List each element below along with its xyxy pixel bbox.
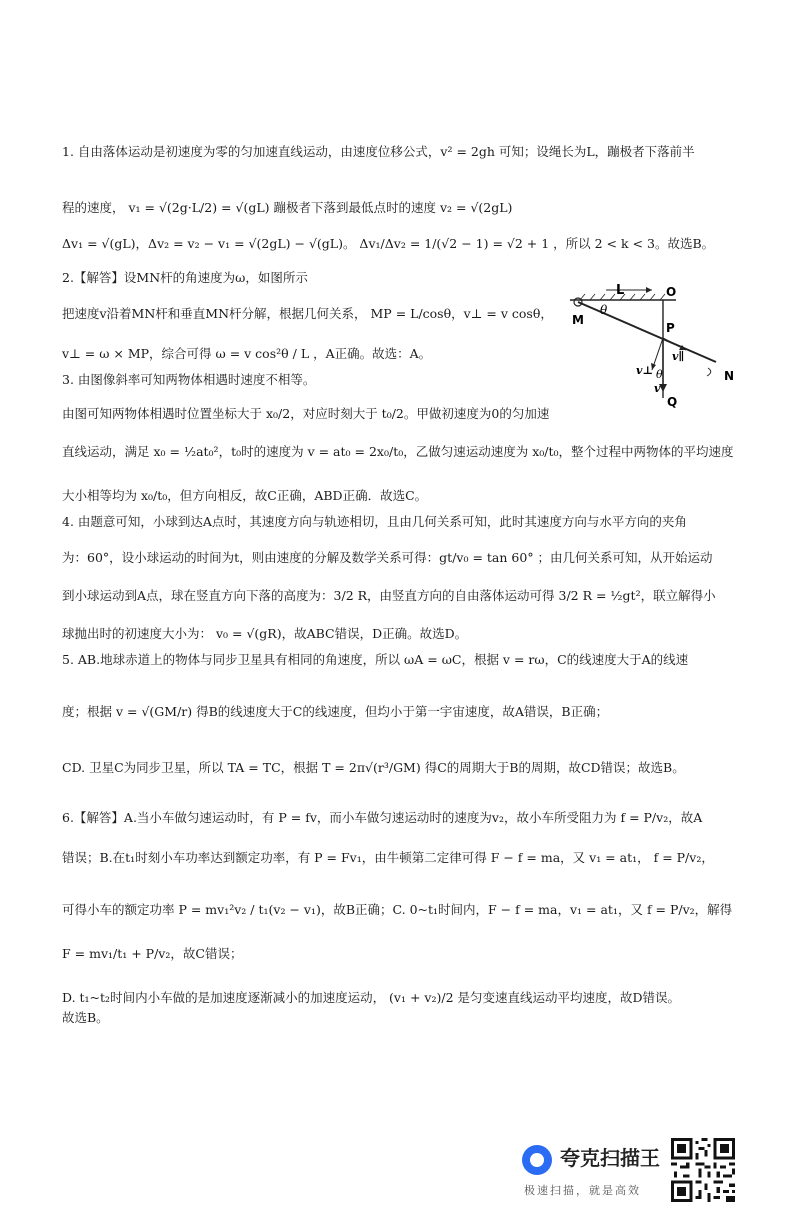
text-line: 程的速度， v₁ = √(2g·L/2) = √(gL) 蹦极者下落到最低点时的速度 v₂ = √(2gL): [62, 200, 513, 215]
scanner-slogan: 极速扫描，就是高效: [524, 1184, 641, 1197]
diagram-label-Q: Q: [667, 395, 678, 409]
diagram-label-N: N: [724, 369, 735, 383]
text-line: Δv₁ = √(gL)，Δv₂ = v₂ − v₁ = √(2gL) − √(gL)。 Δv₁/Δv₂ = 1/(√2 − 1) = √2 + 1 ，所以 2 < k < 3。故选B。: [62, 236, 715, 251]
text-line: 5. AB.地球赤道上的物体与同步卫星具有相同的角速度，所以 ωA = ωC，根据 v = rω，C的线速度大于A的线速: [62, 652, 689, 667]
diagram-label-M: M: [572, 313, 584, 327]
diagram-label-theta1: θ: [600, 303, 608, 317]
text-line: 错误；B.在t₁时刻小车功率达到额定功率，有 P = Fv₁，由牛顿第二定律可得 F − f = ma，又 v₁ = at₁， f = P/v₂，: [62, 850, 714, 865]
diagram-label-v: v: [654, 382, 661, 395]
text-line: 3. 由图像斜率可知两物体相遇时速度不相等。: [62, 372, 316, 387]
text-line: 球抛出时的初速度大小为： v₀ = √(gR)，故ABC错误，D正确。故选D。: [62, 626, 468, 641]
text-line: 6.【解答】A.当小车做匀速运动时，有 P = fv，而小车做匀速运动时的速度为v₂，故小车所受阻力为 f = P/v₂，故A: [62, 810, 703, 825]
text-line: v⊥ = ω × MP，综合可得 ω = v cos²θ / L ，A正确。故选：A。: [62, 346, 432, 361]
text-line: F = mv₁/t₁ + P/v₂，故C错误；: [62, 946, 243, 961]
text-line: 到小球运动到A点，球在竖直方向下落的高度为：3/2 R，由竖直方向的自由落体运动可得 3/2 R = ½gt²，联立解得小: [62, 588, 716, 603]
text-line: CD. 卫星C为同步卫星，所以 TA = TC，根据 T = 2π√(r³/GM) 得C的周期大于B的周期，故CD错误；故选B。: [62, 760, 685, 775]
quark-logo-icon: [522, 1145, 552, 1175]
diagram-label-P: P: [666, 321, 675, 335]
text-line: 4. 由题意可知，小球到达A点时，其速度方向与轨迹相切，且由几何关系可知，此时其速度方向与水平方向的夹角: [62, 514, 687, 529]
text-line: D. t₁~t₂时间内小车做的是加速度逐渐减小的加速度运动， (v₁ + v₂)/2 是匀变速直线运动平均速度，故D错误。: [62, 990, 681, 1005]
text-line: 由图可知两物体相遇时位置坐标大于 x₀/2，对应时刻大于 t₀/2。甲做初速度为0的匀加速: [62, 406, 550, 421]
diagram-label-v-perp: v⊥: [636, 364, 653, 377]
text-line: 1. 自由落体运动是初速度为零的匀加速直线运动，由速度位移公式，v² = 2gh 可知；设绳长为L，蹦极者下落前半: [62, 144, 695, 159]
diagram-label-O: O: [666, 285, 677, 299]
text-line: 大小相等均为 x₀/t₀，但方向相反，故C正确，ABD正确．故选C。: [62, 488, 428, 503]
text-line: 为：60°，设小球运动的时间为t，则由速度的分解及数学关系可得：gt/v₀ = tan 60° ；由几何关系可知，从开始运动: [62, 550, 713, 565]
scanner-app-name: 夸克扫描王: [560, 1146, 660, 1170]
diagram-label-v-parallel: v∥: [672, 350, 685, 363]
text-line: 可得小车的额定功率 P = mv₁²v₂ / t₁(v₂ − v₁)，故B正确；C. 0~t₁时间内，F − f = ma，v₁ = at₁，又 f = P/v₂，解得: [62, 902, 733, 917]
text-line: 度；根据 v = √(GM/r) 得B的线速度大于C的线速度，但均小于第一宇宙速度，故A错误，B正确；: [62, 704, 609, 719]
diagram-label-L: L: [616, 283, 625, 298]
text-line: 2.【解答】设MN杆的角速度为ω，如图所示: [62, 270, 308, 285]
rod-diagram: [566, 280, 742, 420]
text-line: 把速度v沿着MN杆和垂直MN杆分解，根据几何关系， MP = L/cosθ，v⊥ = v cosθ，: [62, 306, 553, 321]
text-line: 直线运动，满足 x₀ = ½at₀²，t₀时的速度为 v = at₀ = 2x₀/t₀，乙做匀速运动速度为 x₀/t₀，整个过程中两物体的平均速度: [62, 444, 734, 459]
diagram-label-theta2: θ: [656, 368, 663, 381]
text-line: 故选B。: [62, 1010, 109, 1025]
qr-code-icon: [671, 1138, 735, 1202]
